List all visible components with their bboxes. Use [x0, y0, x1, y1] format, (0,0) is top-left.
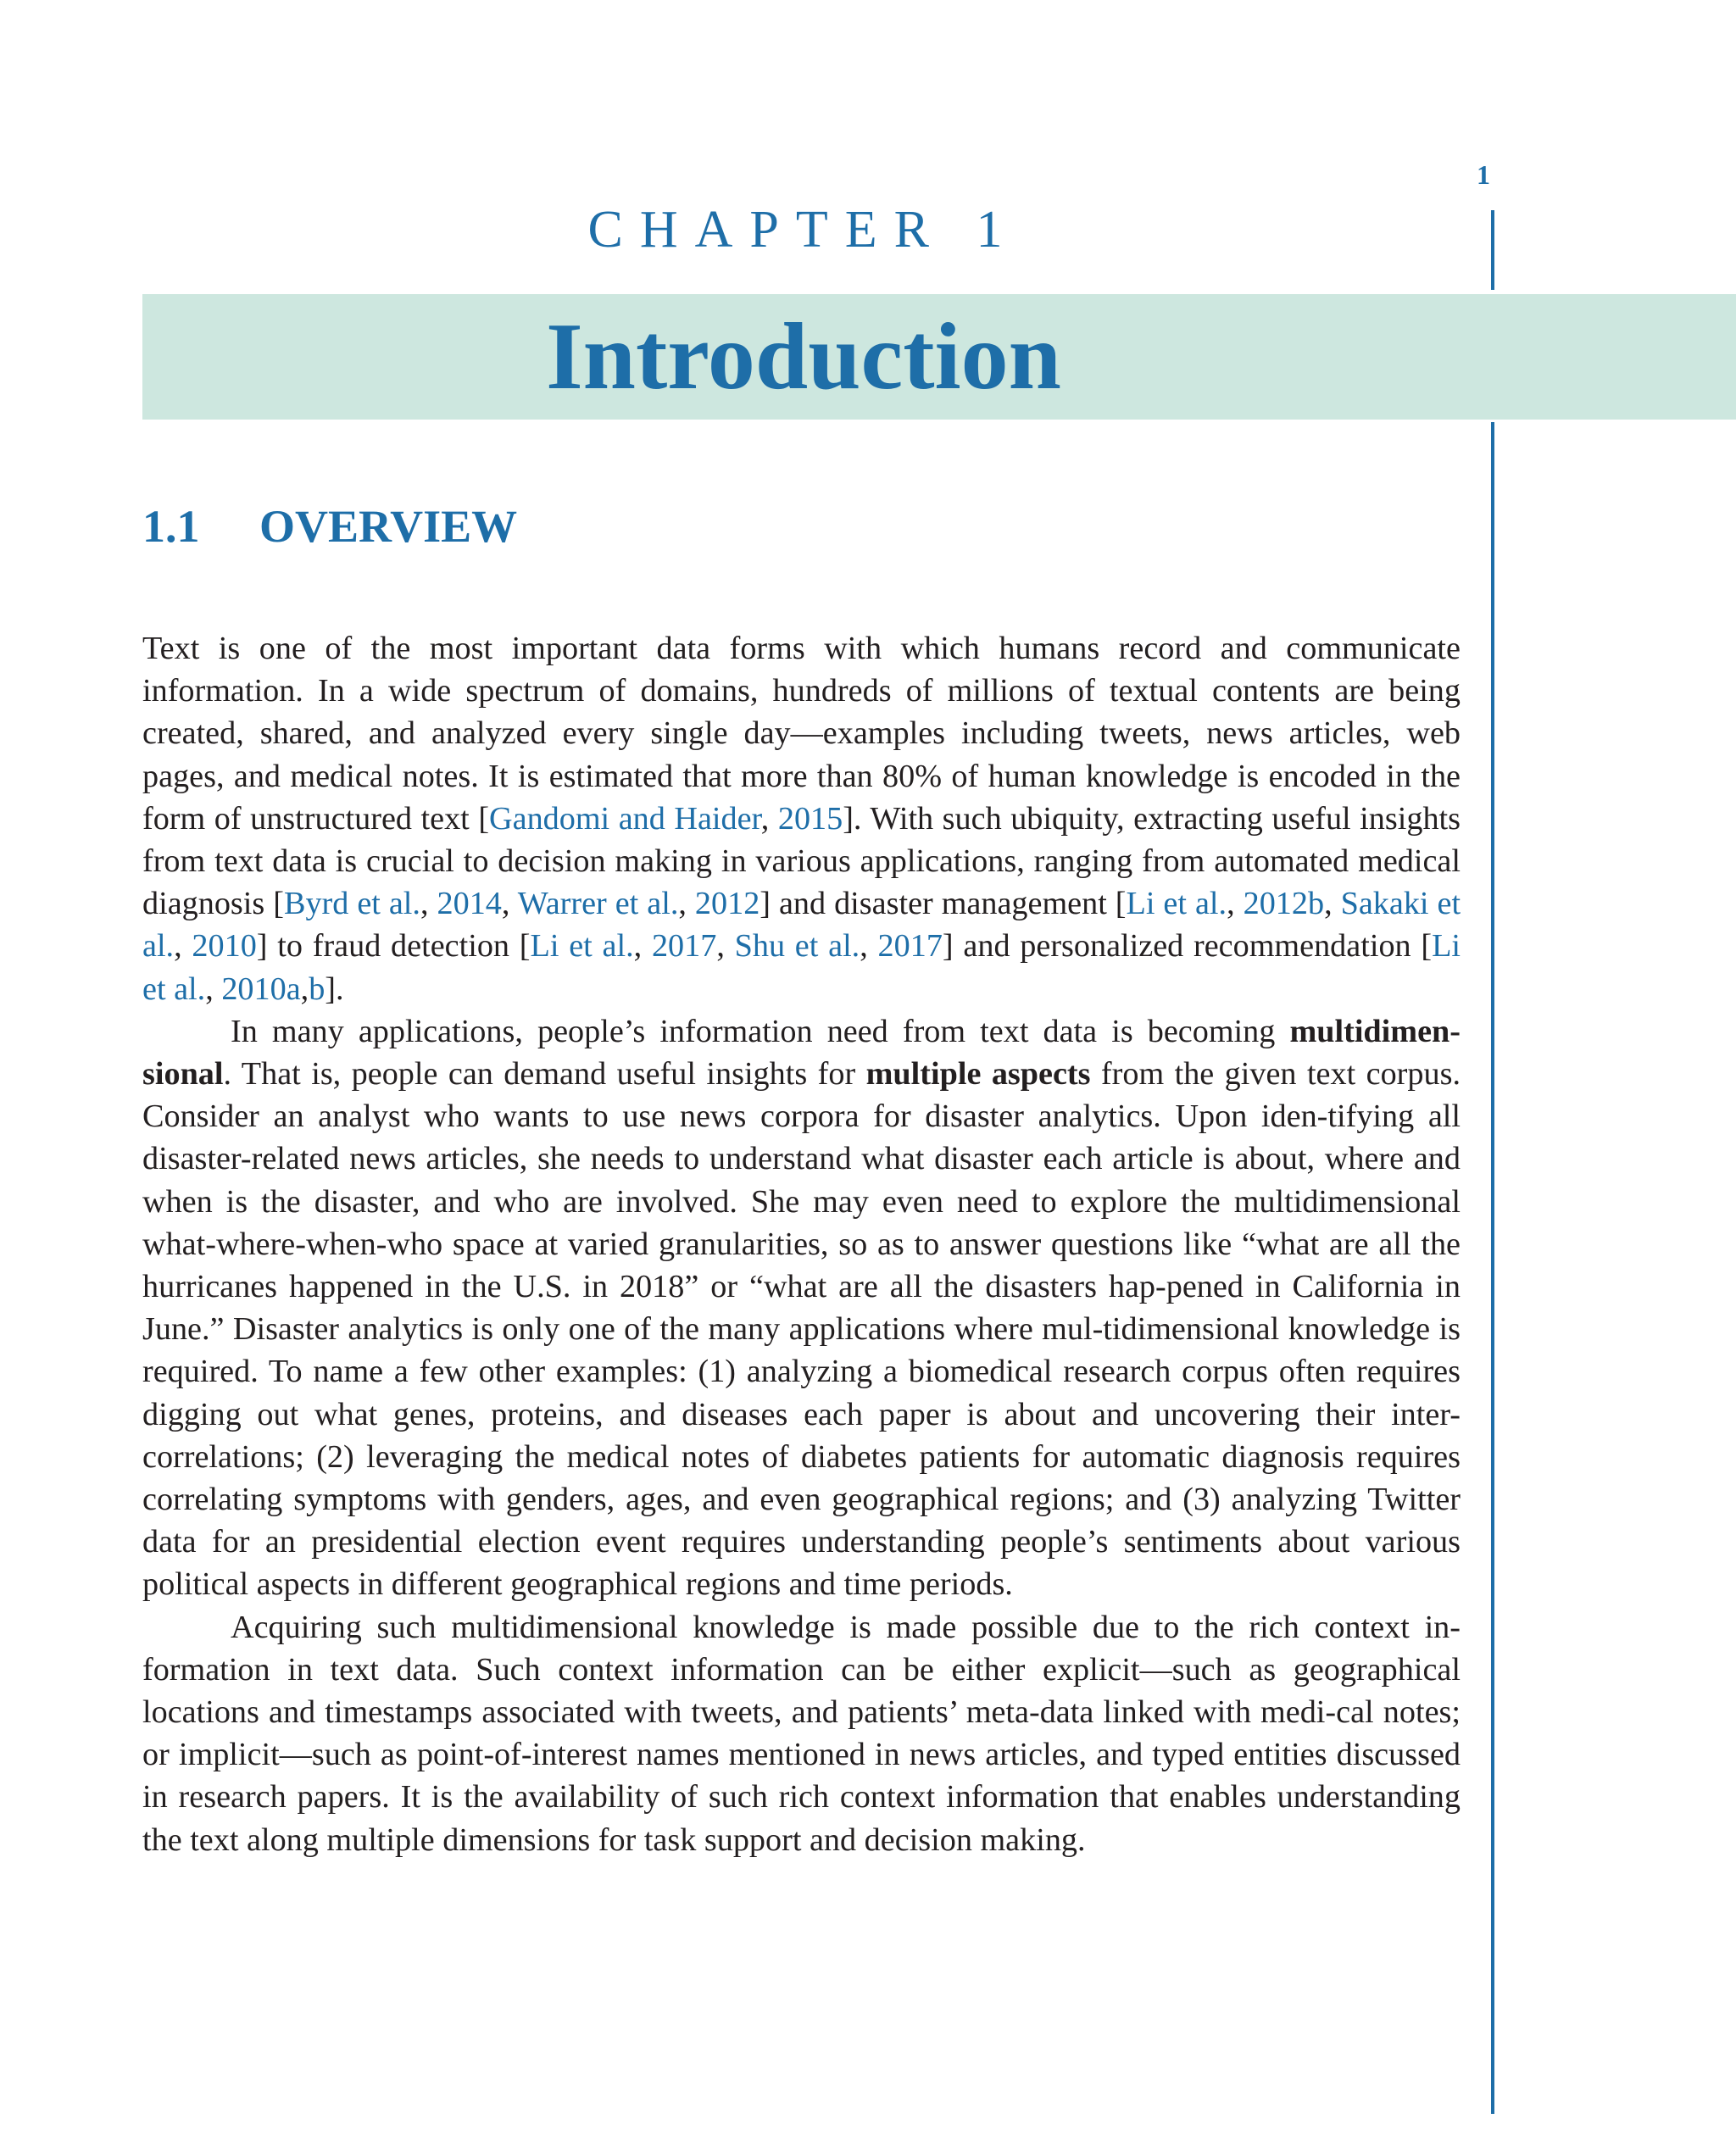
citation-link[interactable]: 2010 — [192, 928, 257, 965]
paragraph-text: ] to fraud detection [ — [256, 928, 531, 965]
paragraph-text: , — [1324, 886, 1341, 922]
paragraph-text: ]. With such ubiquity, extracting useful insights from text data is crucial to decision making in various applications, ranging from automated medical diagnosis [ — [142, 800, 1461, 922]
citation-link[interactable]: 2017 — [651, 928, 717, 965]
paragraph-1 — [142, 627, 1461, 1010]
page-number: 1 — [1477, 159, 1490, 190]
paragraph-text: , — [860, 928, 878, 965]
chapter-label: CHAPTER 1 — [587, 201, 1020, 259]
citation-link[interactable]: 2012 — [694, 886, 760, 922]
citation-link[interactable]: 2017 — [877, 928, 943, 965]
paragraph-text: , — [633, 928, 652, 965]
paragraph-text: , — [1227, 886, 1244, 922]
paragraph-text: , — [760, 800, 778, 837]
paragraph-text: Text is one of the most important data forms with which humans record and communicate information. In a wide spectrum of domains, hundreds of millions of textual contents are being created, shared, and analyzed every single day—examples including tweets, news articles, web pages, and medical notes. It is estimated that more than 80% of human knowledge is encoded in the form of unstructured text [ — [142, 631, 1461, 837]
citation-link[interactable]: 2010a — [221, 970, 301, 1007]
paragraph-text: , — [501, 886, 518, 922]
citation-link[interactable]: Li et al. — [530, 928, 634, 965]
paragraph-text: , — [420, 886, 437, 922]
citation-link[interactable]: 2012b — [1243, 886, 1325, 922]
citation-link[interactable]: Warrer et al. — [517, 886, 679, 922]
chapter-title: Introduction — [546, 304, 1061, 409]
citation-link[interactable]: Li et al. — [142, 928, 1461, 1007]
citation-link[interactable]: Byrd et al. — [283, 886, 420, 922]
side-rule-top — [1491, 210, 1494, 290]
paragraph-text: ] and personalized recommendation [ — [942, 928, 1433, 965]
citation-link[interactable]: Sakaki et al. — [142, 886, 1461, 965]
paragraph-3: Acquiring such multidimensional knowledge is made possible due to the rich context in-formation in text data. Such context information can be either explicit—such as geographical locations and timestamps associated with tweets, and patients’ meta-data linked with medi-cal notes; or implicit—such as point-of-interest names mentioned in news articles, and typed entities discussed in research papers. It is the availability of such rich context information that enables understanding the text along multiple dimensions for task support and decision making. — [142, 1609, 1461, 1858]
side-rule — [1491, 422, 1494, 2114]
paragraph-text: from the given text corpus. Consider an analyst who wants to use news corpora for disaster analytics. Upon iden-tifying all disaster-related news articles, she needs to understand what disaster each article is about, where and when is the disaster, and who are involved. She may even need to explore the multidimensional what-where-when-who space at varied granularities, so as to answer questions like “what are all the hurricanes happened in the U.S. in 2018” or “what are all the disasters hap-pened in California in June.” Disaster analytics is only one of the many applications where mul-tidimensional knowledge is required. To name a few other examples: (1) analyzing a biomedical research corpus often requires digging out what genes, proteins, and diseases each paper is about and uncovering their inter-correlations; (2) leveraging the medical notes of diabetes patients for automatic diagnosis requires correlating symptoms with genders, ages, and even geographical regions; and (3) analyzing Twitter data for an presidential election event requires understanding people’s sentiments about various political aspects in different geographical regions and time periods. — [142, 1056, 1461, 1603]
citation-link[interactable]: Shu et al. — [734, 928, 860, 965]
paragraph-text: ] and disaster management [ — [760, 886, 1127, 922]
emphasis-text: multiple aspects — [865, 1056, 1091, 1093]
citation-link[interactable]: b — [309, 970, 326, 1007]
paragraph-text: , — [678, 886, 695, 922]
paragraph-text: In many applications, people’s information need from text data is becoming — [231, 1013, 1290, 1049]
paragraph-text: ]. — [325, 970, 344, 1007]
paragraph-text: . That is, people can demand useful insights for — [223, 1056, 866, 1093]
paragraph-2 — [142, 1010, 1461, 1606]
citation-link[interactable]: 2015 — [777, 800, 843, 837]
citation-link[interactable]: Gandomi and Haider — [489, 800, 761, 837]
emphasis-text: multidimen-sional — [142, 1013, 1461, 1093]
paragraph-text: , — [716, 928, 735, 965]
citation-link[interactable]: Li et al. — [1126, 886, 1227, 922]
section-number: 1.1 — [142, 501, 200, 552]
paragraph-text: , — [300, 970, 309, 1007]
section-heading — [142, 500, 517, 553]
paragraph-text: , — [174, 928, 192, 965]
section-title: OVERVIEW — [259, 501, 518, 552]
citation-link[interactable]: 2014 — [437, 886, 502, 922]
paragraph-text: , — [205, 970, 222, 1007]
body-text — [142, 627, 1461, 1861]
